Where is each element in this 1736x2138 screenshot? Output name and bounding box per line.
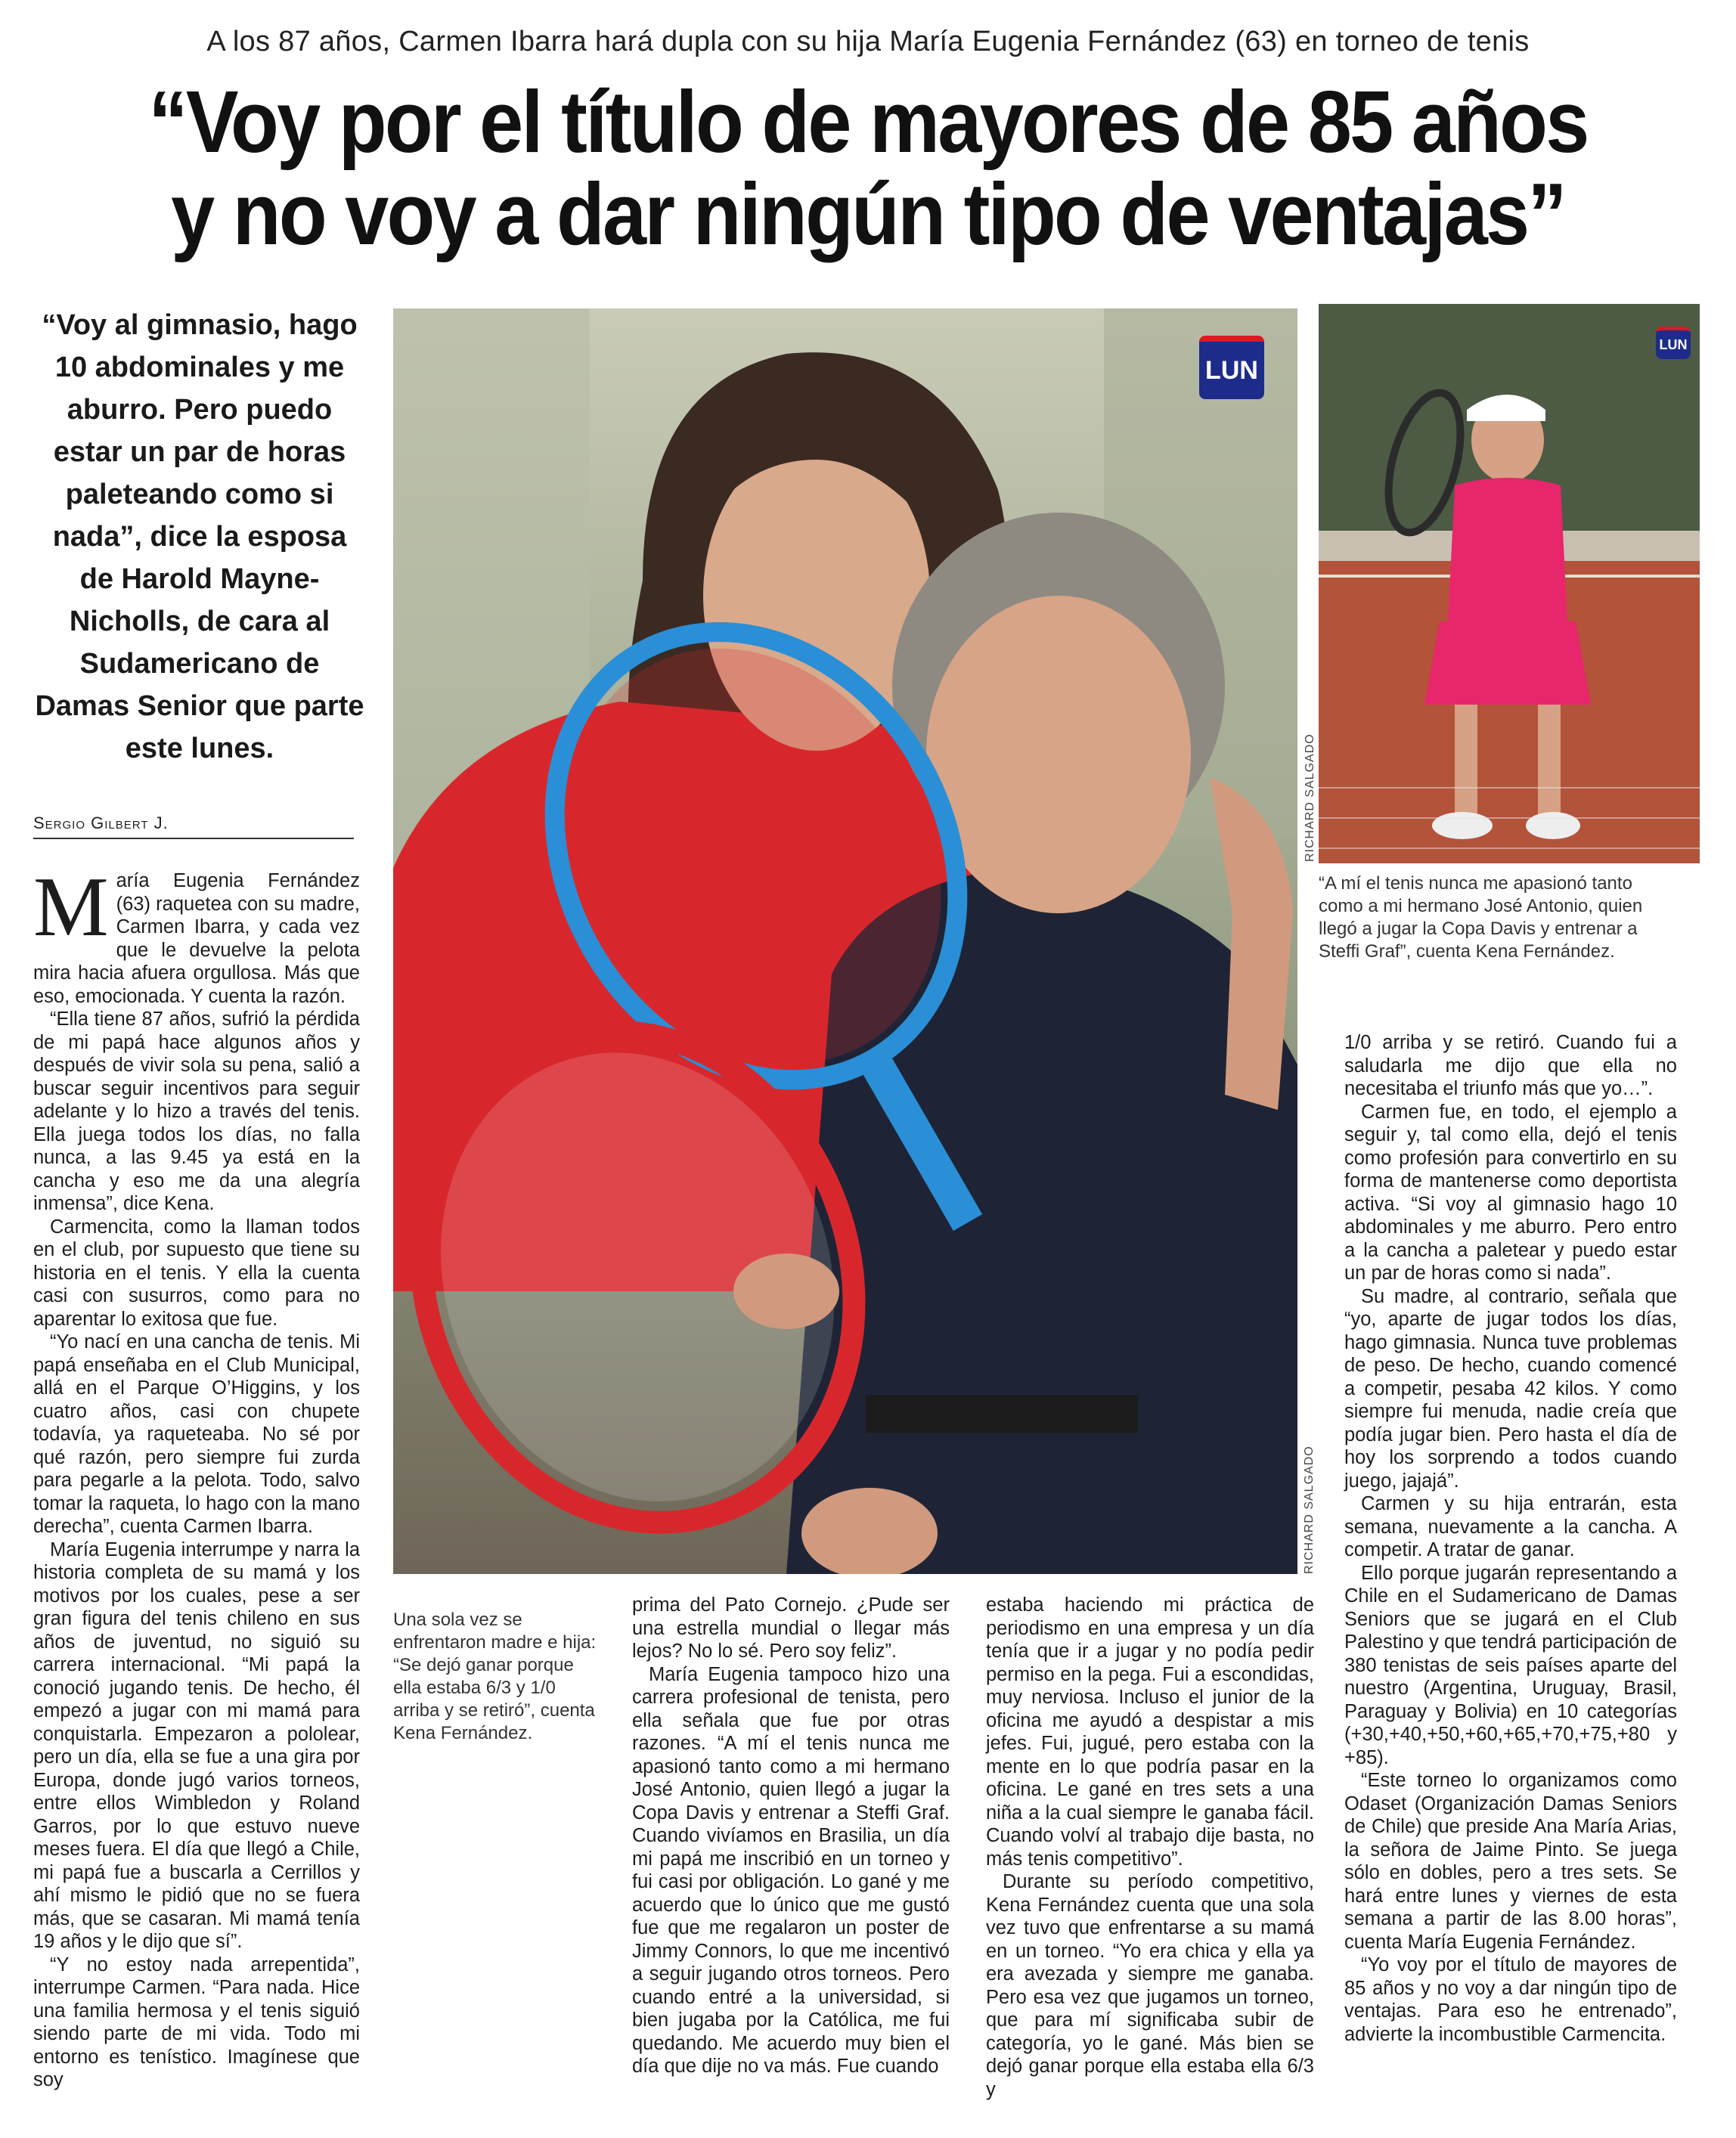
paragraph: Carmen fue, en todo, el ejemplo a seguir y, tal como ella, dejó el tenis como profesión para convertirlo en su forma de mantenerse como deportista activa. “Si voy al gimnasio hago 10 abdominales y me aburro. Pero entro a la cancha a paletear y puedo estar un par de horas como si nada”. bbox=[1344, 1101, 1677, 1284]
paragraph: Carmencita, como la llaman todos en el club, por supuesto que tiene su historia en el tenis. Y ella la cuenta casi con susurros, como para no aparentar lo exitosa que fue. bbox=[33, 1216, 360, 1330]
main-photo bbox=[393, 308, 1297, 1574]
paragraph: María Eugenia Fernández (63) raquetea con su madre, Carmen Ibarra, y cada vez que le devuelve la pelota mira hacia afuera orgullosa. Más que eso, emocionada. Y cuenta la razón. bbox=[33, 860, 360, 1007]
body-column-1 bbox=[33, 860, 360, 2092]
lun-logo bbox=[1199, 336, 1264, 399]
paragraph: “Y no estoy nada arrepentida”, interrumpe Carmen. “Para nada. Hice una familia hermosa y el tenis siguió siendo parte de mi vida. Todo mi entorno es tenístico. Imagínese que soy bbox=[33, 1954, 360, 2090]
deck: “Voy al gimnasio, hago 10 abdominales y me aburro. Pero puedo estar un par de horas paleteando como si nada”, dice la esposa de Harold Mayne-Nicholls, de cara al Sudamericano de Damas Senior que parte este lunes. bbox=[35, 309, 364, 764]
paragraph: Carmen y su hija entrarán, esta semana, nuevamente a la cancha. A competir. A tratar de ganar. bbox=[1344, 1493, 1677, 1560]
kicker: A los 87 años, Carmen Ibarra hará dupla con su hija María Eugenia Fernández (63) en torneo de tenis bbox=[206, 26, 1530, 57]
paragraph: María Eugenia tampoco hizo una carrera profesional de tenista, pero ella señala que fue por otras razones. “A mí el tenis nunca me apasionó tanto como a mi hermano José Antonio, quien llegó a jugar la Copa Davis y entrenar a Steffi Graf. Cuando vivíamos en Brasilia, un día mi papá me inscribió en un torneo y fui casi por obligación. Lo gané y me acuerdo que lo único que me gustó fue que me regalaron un poster de Jimmy Connors, lo que me incentivó a seguir jugando otros torneos. Pero cuando entré a la universidad, si bien jugaba por la Católica, me fui quedando. Me acuerdo muy bien el día que dije no va más. Fue cuando bbox=[632, 1663, 950, 2077]
paragraph: María Eugenia interrumpe y narra la historia completa de su mamá y los motivos por los cuales, pese a ser gran figura del tenis chileno en sus años de juventud, no siguió su carrera internacional. “Mi papá la conoció jugando tenis. De hecho, él empezó a jugar con mi mamá para conquistarla. Empezaron a pololear, pero un día, ella se fue a una gira por Europa, donde jugó varios torneos, entre ellos Wimbledon y Roland Garros, por lo que estuvo nueve meses fuera. El día que llegó a Chile, mi papá fue a buscarla a Cerrillos y ahí mismo le pidió que no se fuera más, que se casaran. Mi mamá tenía 19 años y le dijo que sí”. bbox=[33, 1538, 360, 1952]
side-photo-illustration bbox=[1319, 304, 1700, 863]
caption-main-photo: Una sola vez se enfrentaron madre e hija: “Se dejó ganar porque ella estaba 6/3 y 1/0 arriba y se retiró”, cuenta Kena Fernández. bbox=[393, 1610, 597, 1743]
body-column-2 bbox=[632, 1594, 950, 2078]
paragraph: estaba haciendo mi práctica de periodismo en una empresa y un día tenía que ir a jugar y no podía pedir permiso en la pega. Fui a escondidas, muy nerviosa. Incluso el junior de la oficina me ayudó a despistar a mis jefes. Fui, jugué, pero estaba con la mente en lo que podría pasar en la oficina. Le gané en tres sets a una niña a la cual siempre le ganaba fácil. Cuando volví al trabajo dije basta, no más tenis competitivo”. bbox=[986, 1594, 1314, 1870]
paragraph: Durante su período competitivo, Kena Fernández cuenta que una sola vez tuvo que enfrentarse a su mamá en un torneo. “Yo era chica y ella ya era avezada y siempre me ganaba. Pero esa vez que jugamos un torneo, que para mí significaba subir de categoría, yo le gané. Más bien se dejó ganar porque ella estaba ella 6/3 y bbox=[986, 1871, 1314, 2100]
body-column-4 bbox=[1344, 1031, 1677, 2046]
headline-line-2: y no voy a dar ningún tipo de ventajas” bbox=[171, 165, 1565, 263]
byline: Sergio Gilbert J. bbox=[33, 813, 354, 839]
main-photo-illustration bbox=[393, 308, 1297, 1574]
side-photo bbox=[1319, 304, 1700, 863]
caption-side-photo: “A mí el tenis nunca me apasionó tanto como a mi hermano José Antonio, quien llegó a jugar la Copa Davis y entrenar a Steffi Graf”, cuenta Kena Fernández. bbox=[1319, 873, 1643, 962]
paragraph: “Este torneo lo organizamos como Odaset (Organización Damas Seniors de Chile) que preside Ana María Arias, la señora de Jaime Pinto. Se juega sólo en dobles, pero a tres sets. Se hará entre lunes y viernes de esta semana a partir de las 8.00 horas”, cuenta María Eugenia Fernández. bbox=[1344, 1770, 1677, 1953]
headline bbox=[114, 73, 1622, 263]
paragraph: Ello porque jugarán representando a Chile en el Sudamericano de Damas Seniors que se jugará en el Club Palestino y que tendrá participación de 380 tenistas de seis países aparte del nuestro (Argentina, Uruguay, Brasil, Paraguay y Bolivia) en 10 categorías (+30,+40,+50,+60,+65,+70,+75,+80 y +85). bbox=[1344, 1562, 1677, 1768]
headline-line-1: “Voy por el título de mayores de 85 años bbox=[148, 73, 1588, 171]
lun-logo-small bbox=[1656, 327, 1691, 359]
paragraph: 1/0 arriba y se retiró. Cuando fui a saludarla me dijo que ella no necesitaba el triunfo más que yo…”. bbox=[1344, 1032, 1677, 1099]
paragraph: prima del Pato Cornejo. ¿Pude ser una estrella mundial o llegar más lejos? No lo sé. Pero soy feliz”. bbox=[632, 1594, 950, 1662]
body-column-3 bbox=[986, 1594, 1314, 2101]
paragraph: “Yo voy por el título de mayores de 85 años y no voy a dar ningún tipo de ventajas. Para eso he entrenado”, advierte la incombustible Carmencita. bbox=[1344, 1954, 1677, 2045]
lun-logo-text: LUN bbox=[1205, 356, 1258, 385]
lun-logo-small-text: LUN bbox=[1659, 337, 1688, 352]
photo-credit-main: RICHARD SALGADO bbox=[1303, 1445, 1316, 1574]
paragraph: “Ella tiene 87 años, sufrió la pérdida de mi papá hace algunos años y después de vivir sola su pena, salió a buscar seguir incentivos para seguir adelante y lo hizo a través del tenis. Ella juega todos los días, no falla nunca, a las 9.45 ya está en la cancha y eso me da una alegría inmensa”, dice Kena. bbox=[33, 1009, 360, 1214]
paragraph: Su madre, al contrario, señala que “yo, aparte de jugar todos los días, hago gimnasia. Nunca tuve problemas de peso. De hecho, cuando comencé a competir, pesaba 42 kilos. Y como siempre fui menuda, nadie creía que podía jugar bien. Pero hasta el día de hoy los sorprendo a todos cuando juego, jajajá”. bbox=[1344, 1285, 1677, 1492]
drop-cap: M bbox=[33, 860, 109, 954]
paragraph: “Yo nací en una cancha de tenis. Mi papá enseñaba en el Club Municipal, allá en el Parque O’Higgins, y los cuatro años, casi con chupete todavía, ya raqueteaba. No sé por qué razón, pero siempre fui zurda para pegarle a la pelota. Todo, salvo tomar la raqueta, lo hago con la mano derecha”, cuenta Carmen Ibarra. bbox=[33, 1331, 360, 1537]
photo-credit-side: RICHARD SALGADO bbox=[1304, 733, 1316, 862]
